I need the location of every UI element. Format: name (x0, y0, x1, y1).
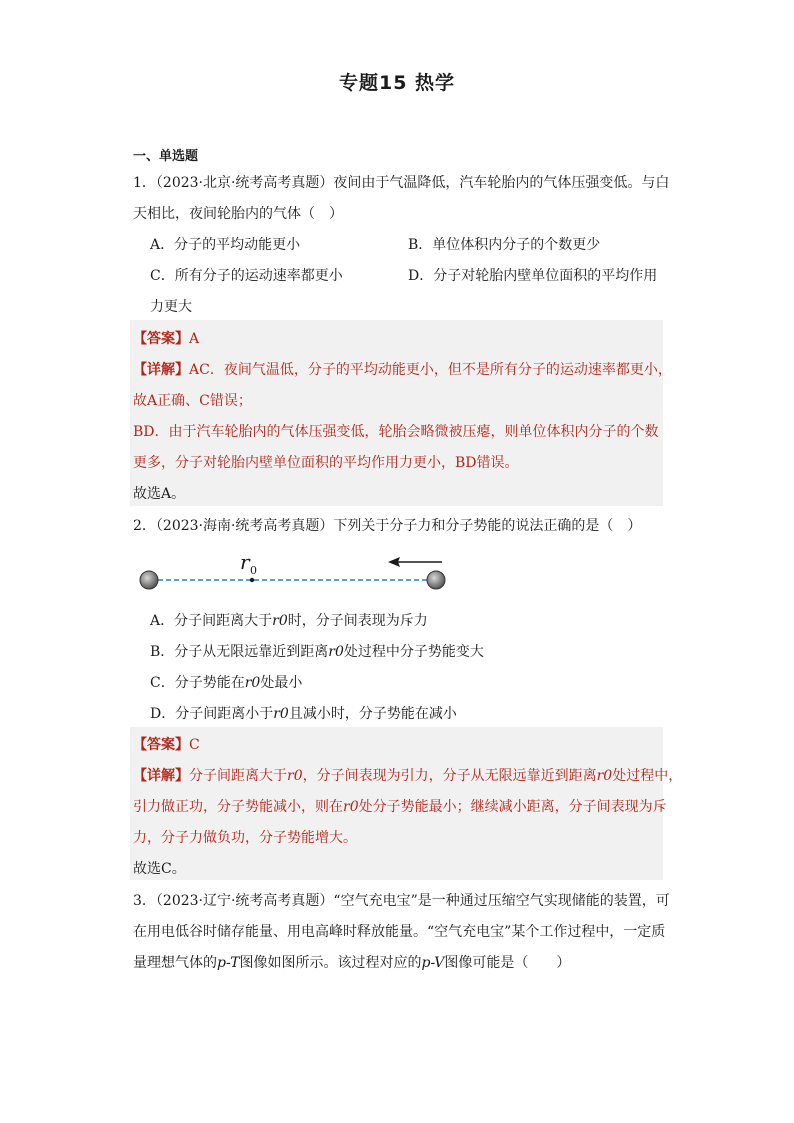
q1-detail-line5: 故选A。 (133, 486, 186, 502)
q2-option-b: B．分子从无限远靠近到距离r0处过程中分子势能变大 (150, 644, 484, 660)
q1-option-b: B．单位体积内分子的个数更少 (408, 237, 601, 253)
q1-option-d: D．分子对轮胎内壁单位面积的平均作用 (408, 268, 658, 284)
right-molecule (427, 571, 445, 589)
q1-option-d-cont: 力更大 (150, 299, 192, 315)
section-heading: 一、单选题 (133, 149, 199, 164)
q3-stem-line1: 3．（2023·辽宁·统考高考真题）“空气充电宝”是一种通过压缩空气实现储能的装置，可 (133, 893, 670, 909)
q2-detail-line4: 故选C。 (133, 861, 186, 877)
detail-label: 【详解】 (133, 362, 189, 378)
q1-answer-box (130, 320, 672, 506)
q3-stem-line2: 在用电低谷时储存能量、用电高峰时释放能量。“空气充电宝”某个工作过程中，一定质 (133, 924, 666, 940)
q1-stem-line1: 1．（2023·北京·统考高考真题）夜间由于气温降低，汽车轮胎内的气体压强变低。与白 (133, 175, 670, 191)
q2-stem: 2．（2023·海南·统考高考真题）下列关于分子力和分子势能的说法正确的是（ ） (133, 518, 642, 534)
q1-detail-line2: 故A正确、C错误； (133, 393, 252, 409)
q2-molecule-figure (130, 545, 460, 595)
answer-value: A (189, 331, 200, 347)
r0-point (250, 578, 254, 582)
q1-answer (133, 328, 199, 348)
q3-stem-line3: 量理想气体的p-T图像如图所示。该过程对应的p-V图像可能是（ ） (133, 955, 571, 971)
q2-answer: 【答案】C (133, 737, 200, 753)
q2-answer-box (130, 727, 683, 880)
left-molecule (140, 571, 158, 589)
q1-option-c: C．所有分子的运动速率都更小 (150, 268, 343, 284)
page-title: 专题15 热学 (338, 72, 456, 94)
q1-detail-line4: 更多，分子对轮胎内壁单位面积的平均作用力更小，BD错误。 (133, 455, 519, 471)
r0-subscript: 0 (250, 564, 257, 577)
q1-detail-line3: BD．由于汽车轮胎内的气体压强变低，轮胎会略微被压瘪，则单位体积内分子的个数 (133, 424, 659, 440)
q2-detail-line1: 【详解】分子间距离大于r0，分子间表现为引力，分子从无限远靠近到距离r0处过程中， (133, 768, 683, 784)
q2-option-c: C．分子势能在r0处最小 (150, 675, 303, 691)
q2-detail-line2: 引力做正功，分子势能减小，则在r0处分子势能最小；继续减小距离，分子间表现为斥 (133, 799, 667, 815)
r0-label: r (240, 550, 250, 574)
q1-detail-line1: 【详解】AC．夜间气温低，分子的平均动能更小，但不是所有分子的运动速率都更小， (133, 362, 672, 378)
answer-label: 【答案】 (133, 331, 189, 347)
q2-detail-line3: 力，分子力做负功，分子势能增大。 (133, 830, 357, 846)
q1-option-a: A．分子的平均动能更小 (150, 237, 301, 253)
q2-option-a: A．分子间距离大于r0时，分子间表现为斥力 (150, 613, 428, 629)
q1-stem-line2: 天相比，夜间轮胎内的气体（ ） (133, 206, 343, 222)
q2-option-d: D．分子间距离小于r0且减小时，分子势能在减小 (150, 706, 457, 722)
